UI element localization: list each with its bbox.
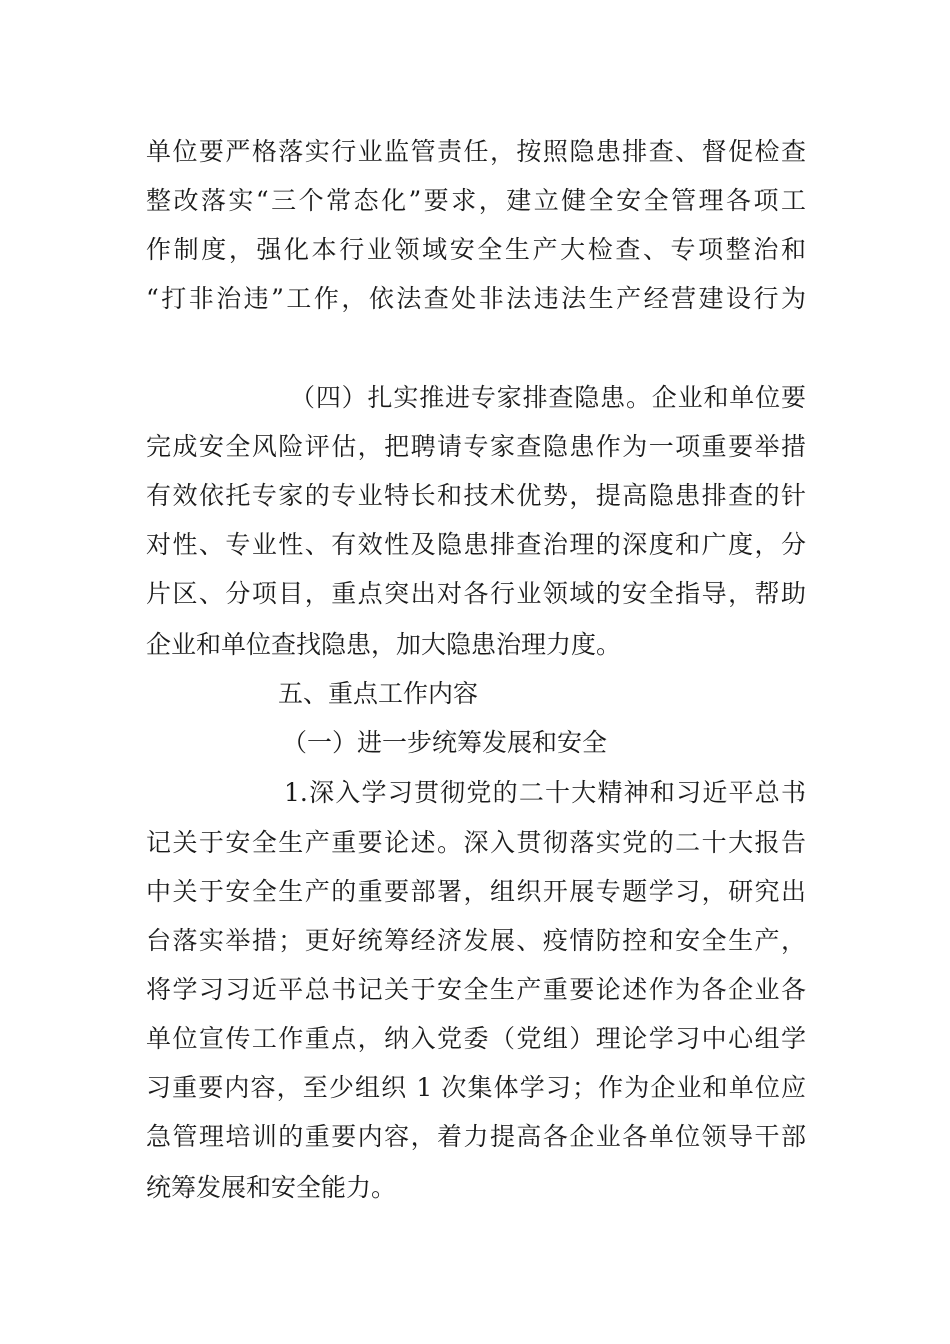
paragraph-line: 单位要严格落实行业监管责任，按照隐患排查、督促检查 — [146, 137, 806, 166]
paragraph-line: 记关于安全生产重要论述。深入贯彻落实党的二十大报告 — [146, 828, 806, 857]
paragraph-line: 单位宣传工作重点，纳入党委（党组）理论学习中心组学 — [146, 1024, 806, 1053]
section-heading: 五、重点工作内容 — [278, 679, 479, 708]
paragraph-line: 整改落实“三个常态化”要求，建立健全安全管理各项工 — [146, 186, 806, 215]
paragraph-line: 统筹发展和安全能力。 — [146, 1173, 397, 1202]
paragraph-line: 台落实举措；更好统筹经济发展、疫情防控和安全生产， — [146, 926, 806, 955]
paragraph-line: 将学习习近平总书记关于安全生产重要论述作为各企业各 — [146, 975, 806, 1004]
paragraph-line: “打非治违”工作，依法查处非法违法生产经营建设行为 — [146, 284, 806, 313]
paragraph-line: 片区、分项目，重点突出对各行业领域的安全指导，帮助 — [146, 579, 806, 608]
paragraph-line: 中关于安全生产的重要部署，组织开展专题学习，研究出 — [146, 877, 806, 906]
paragraph-line: （四）扎实推进专家排查隐患。企业和单位要 — [290, 383, 806, 412]
paragraph-line: 完成安全风险评估，把聘请专家查隐患作为一项重要举措 — [146, 432, 806, 461]
paragraph-line: 作制度，强化本行业领域安全生产大检查、专项整治和 — [146, 235, 806, 264]
paragraph-line: 有效依托专家的专业特长和技术优势，提高隐患排查的针 — [146, 481, 806, 510]
paragraph-line: 习重要内容，至少组织 1 次集体学习；作为企业和单位应 — [146, 1073, 806, 1102]
paragraph-line: 急管理培训的重要内容，着力提高各企业各单位领导干部 — [146, 1122, 806, 1151]
subsection-heading: （一）进一步统筹发展和安全 — [282, 728, 608, 757]
paragraph-line: 1.深入学习贯彻党的二十大精神和习近平总书 — [284, 778, 806, 807]
paragraph-line: 企业和单位查找隐患，加大隐患治理力度。 — [146, 630, 622, 659]
paragraph-line: 对性、专业性、有效性及隐患排查治理的深度和广度，分 — [146, 530, 806, 559]
